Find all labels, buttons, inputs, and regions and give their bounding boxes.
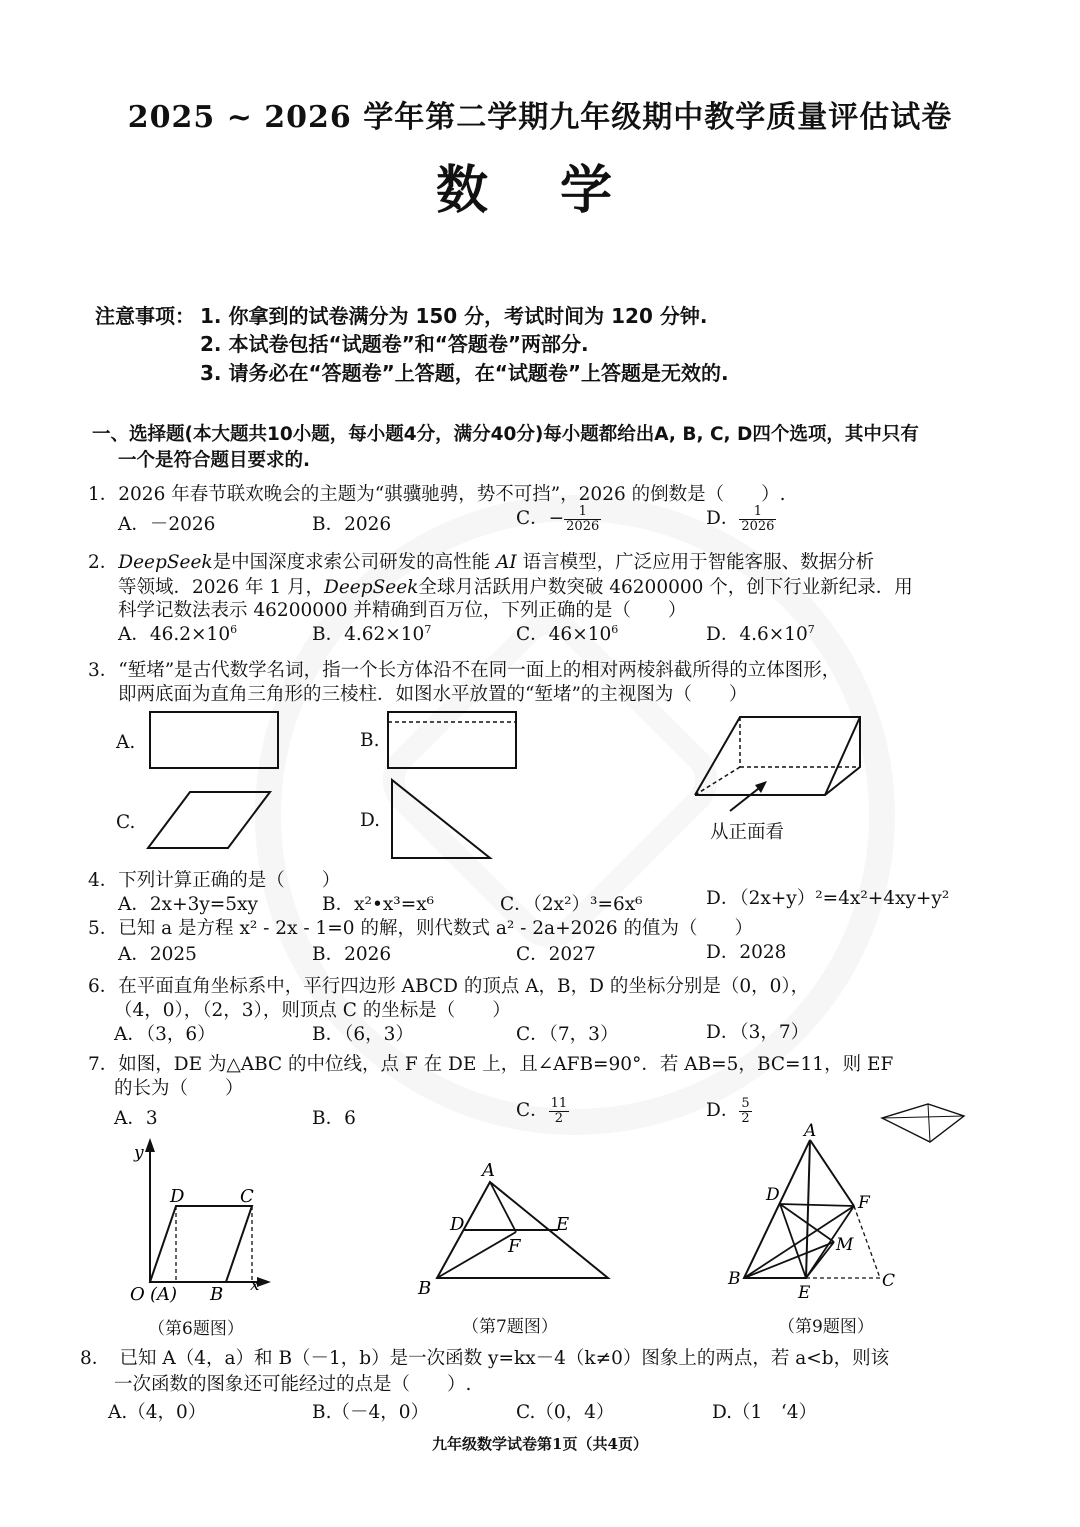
fig7-segment-af xyxy=(490,1182,516,1232)
fig6-label-b: B xyxy=(210,1284,224,1305)
q2-option-c-exponent: 6 xyxy=(611,622,619,636)
q3-prism-top-edges xyxy=(695,717,860,795)
q6-option-d: D．（3，7） xyxy=(706,1022,810,1043)
q2-option-d xyxy=(706,620,815,646)
q4-option-c: C．（2x²）³=6x⁶ xyxy=(500,894,643,915)
q3-option-d-label: D. xyxy=(360,810,381,831)
q1-option-b: B．2026 xyxy=(312,514,392,535)
q1-option-a: A．－2026 xyxy=(118,514,216,535)
q2-option-c xyxy=(516,620,618,646)
q4-stem: 4．下列计算正确的是（ ） xyxy=(88,870,341,891)
q5-option-c: C．2027 xyxy=(516,944,596,965)
page-footer: 九年级数学试卷第1页（共4页） xyxy=(432,1435,648,1453)
q8-line2: 一次函数的图象还可能经过的点是（ ）. xyxy=(114,1374,472,1395)
q7-line1: 7．如图，DE 为△ABC 的中位线，点 F 在 DE 上，且∠AFB=90°．若 AB=5，BC=11，则 EF xyxy=(88,1054,894,1075)
q6-option-c: C．（7，3） xyxy=(516,1024,619,1045)
fig9-segment-af xyxy=(810,1140,854,1206)
q4-option-a: A．2x+3y=5xy xyxy=(118,894,258,915)
q7-option-a: A．3 xyxy=(114,1108,158,1129)
fig9-label-c: C xyxy=(882,1271,896,1291)
q6-line2: （4，0），（2，3），则顶点 C 的坐标是（ ） xyxy=(114,1000,511,1021)
q5-option-b: B．2026 xyxy=(312,944,392,965)
q3-option-figures xyxy=(140,700,540,870)
q3-figure-a-rectangle xyxy=(150,712,278,768)
q1-option-d xyxy=(706,504,776,534)
q8-option-b: B.（－4，0） xyxy=(312,1402,430,1423)
q7-option-b: B．6 xyxy=(312,1108,356,1129)
notice-item-2: 2. 本试卷包括“试题卷”和“答题卷”两部分. xyxy=(200,332,589,356)
q3-prism-front-face xyxy=(695,717,860,795)
fraction-denominator: 2 xyxy=(554,1110,564,1126)
fig9-caption: （第9题图） xyxy=(778,1317,874,1337)
fig6-label-x: x xyxy=(250,1275,260,1295)
q2-option-a xyxy=(118,620,237,646)
fig6-label-a: (A) xyxy=(150,1284,178,1305)
exam-title: 2025 ~ 2026 学年第二学期九年级期中教学质量评估试卷 xyxy=(127,100,953,135)
fig9-label-e: E xyxy=(798,1283,811,1303)
q1-option-c-prefix: C．− xyxy=(516,508,565,529)
fig6-label-d: D xyxy=(170,1186,185,1207)
q3-line2: 即两底面为直角三角形的三棱柱．如图水平放置的“堑堵”的主视图为（ ） xyxy=(118,684,748,705)
fig6-label-c: C xyxy=(240,1186,254,1207)
fraction-denominator: 2026 xyxy=(741,518,775,534)
fig6-caption: （第6题图） xyxy=(148,1319,244,1339)
fig6-label-y: y xyxy=(134,1143,144,1163)
fig9-label-a: A xyxy=(804,1122,817,1141)
q7-option-c-prefix: C． xyxy=(516,1100,549,1121)
q3-option-b-label: B. xyxy=(360,730,380,751)
fig6-y-arrow xyxy=(145,1138,155,1152)
q3-figure-b-rectangle xyxy=(388,712,516,768)
q4-option-d: D．（2x+y）²=4x²+4xy+y² xyxy=(706,888,950,909)
q2-option-a-exponent: 6 xyxy=(230,622,238,636)
q6-option-a: A．（3，6） xyxy=(114,1024,216,1045)
q8-line1: 8． 已知 A（4，a）和 B（－1，b）是一次函数 y=kx－4（k≠0）图象上的两点，若 a<b，则该 xyxy=(80,1348,890,1369)
q3-line1: 3．“堑堵”是古代数学名词，指一个长方体沿不在同一面上的相对两棱斜截所得的立体图形， xyxy=(88,660,841,681)
q2-option-d-text: D．4.6×10 xyxy=(706,624,808,645)
notice-item-3: 3. 请务必在“答题卷”上答题，在“试题卷”上答题是无效的. xyxy=(200,361,729,385)
fig9-segment-df xyxy=(780,1204,854,1206)
q1-stem: 1．2026 年春节联欢晚会的主题为“骐骥驰骋，势不可挡”，2026 的倒数是（ ）. xyxy=(88,484,786,505)
q5-stem: 5．已知 a 是方程 x² - 2x - 1=0 的解，则代数式 a² - 2a+2026 的值为（ ） xyxy=(88,918,754,939)
q2-line1-text: 是中国深度求索公司研发的高性能 xyxy=(212,552,491,573)
q2-option-d-exponent: 7 xyxy=(807,622,815,636)
q7-line2: 的长为（ ） xyxy=(114,1078,244,1099)
q5-option-d: D．2028 xyxy=(706,942,787,963)
q2-deepseek: DeepSeek xyxy=(118,552,213,573)
q3-option-a-label: A. xyxy=(116,732,136,753)
fig6-parallelogram xyxy=(150,1206,252,1282)
fig7-label-a: A xyxy=(482,1160,495,1181)
q2-option-b xyxy=(312,620,431,646)
q1-option-d-prefix: D． xyxy=(706,508,740,529)
subject-title: 数学 xyxy=(435,160,684,221)
q7-option-c-fraction xyxy=(549,1097,570,1126)
q2-option-b-exponent: 7 xyxy=(424,622,432,636)
section-heading-line2: 一个是符合题目要求的. xyxy=(118,450,311,471)
fig7-label-b: B xyxy=(418,1278,432,1296)
q2-option-c-text: C．46×10 xyxy=(516,624,612,645)
q7-option-d-prefix: D． xyxy=(706,1100,740,1121)
fraction-numerator: 1 xyxy=(564,505,601,520)
q2-option-a-text: A．46.2×10 xyxy=(118,624,231,645)
fig9-label-f: F xyxy=(858,1193,870,1213)
fraction-denominator: 2 xyxy=(741,1110,750,1126)
q8-option-a: A.（4，0） xyxy=(108,1402,207,1423)
q2-deepseek-2: DeepSeek xyxy=(324,577,419,598)
notice-item-1: 1. 你拿到的试卷满分为 150 分，考试时间为 120 分钟. xyxy=(200,304,708,328)
fig9-label-b: B xyxy=(728,1269,741,1289)
q2-option-b-text: B．4.62×10 xyxy=(312,624,425,645)
q3-prism-hidden-diagonal xyxy=(695,767,740,795)
q1-option-d-fraction xyxy=(739,505,776,534)
section-heading-line1: 一、选择题(本大题共10小题，每小题4分，满分40分)每小题都给出A, B, C, D四个选项，其中只有 xyxy=(92,424,919,445)
fig9-label-d: D xyxy=(766,1185,780,1205)
q3-view-label: 从正面看 xyxy=(710,822,785,843)
q4-option-b: B．x²•x³=x⁶ xyxy=(322,894,435,915)
q3-view-arrow-head xyxy=(755,781,767,793)
fig7-triangle xyxy=(412,1156,617,1296)
q8-option-c: C.（0，4） xyxy=(516,1402,615,1423)
fig6-coordinate-plane xyxy=(118,1132,283,1307)
q3-option-c-label: C. xyxy=(116,812,136,833)
q5-option-a: A．2025 xyxy=(118,944,197,965)
q8-option-d: D.（1 ‘4） xyxy=(712,1402,817,1423)
fig7-label-d: D xyxy=(450,1214,465,1235)
fig6-label-o: O xyxy=(130,1284,145,1305)
fig7-caption: （第7题图） xyxy=(462,1317,558,1337)
q2-line1-end: 语言模型，广泛应用于智能客服、数据分析 xyxy=(522,552,875,573)
fig7-label-e: E xyxy=(556,1214,570,1235)
fraction-numerator: 1 xyxy=(739,505,776,520)
q2-line1: 2．DeepSeek是中国深度求索公司研发的高性能 AI 语言模型，广泛应用于智能客服、数据分析 xyxy=(88,552,875,573)
fraction-denominator: 2026 xyxy=(566,518,600,534)
q3-figure-d-triangle xyxy=(392,780,490,858)
fig9-label-m: M xyxy=(836,1235,854,1255)
q2-ai: AI xyxy=(496,552,517,573)
fig9-dashed-fc xyxy=(854,1206,880,1278)
q1-option-c xyxy=(516,504,601,534)
q7-option-c xyxy=(516,1096,569,1126)
q2-line3: 科学记数法表示 46200000 并精确到百万位，下列正确的是（ ） xyxy=(118,600,687,621)
q2-line2-end: 全球月活跃用户数突破 46200000 个，创下行业新纪录．用 xyxy=(418,577,913,598)
q3-prism-figure xyxy=(685,705,875,815)
q3-figure-c-parallelogram xyxy=(148,792,270,848)
q2-line2-start: 等领域．2026 年 1 月， xyxy=(118,577,324,598)
fraction-numerator: 5 xyxy=(741,1095,750,1111)
fig9-triangle xyxy=(722,1122,907,1307)
q1-option-c-fraction xyxy=(564,505,601,534)
fig7-label-f: F xyxy=(508,1236,521,1257)
notice-label: 注意事项： xyxy=(95,304,195,328)
q6-option-b: B．（6，3） xyxy=(312,1024,414,1045)
q6-line1: 6．在平面直角坐标系中，平行四边形 ABCD 的顶点 A，B，D 的坐标分别是（0，0）， xyxy=(88,976,810,997)
fraction-numerator: 11 xyxy=(550,1095,568,1111)
